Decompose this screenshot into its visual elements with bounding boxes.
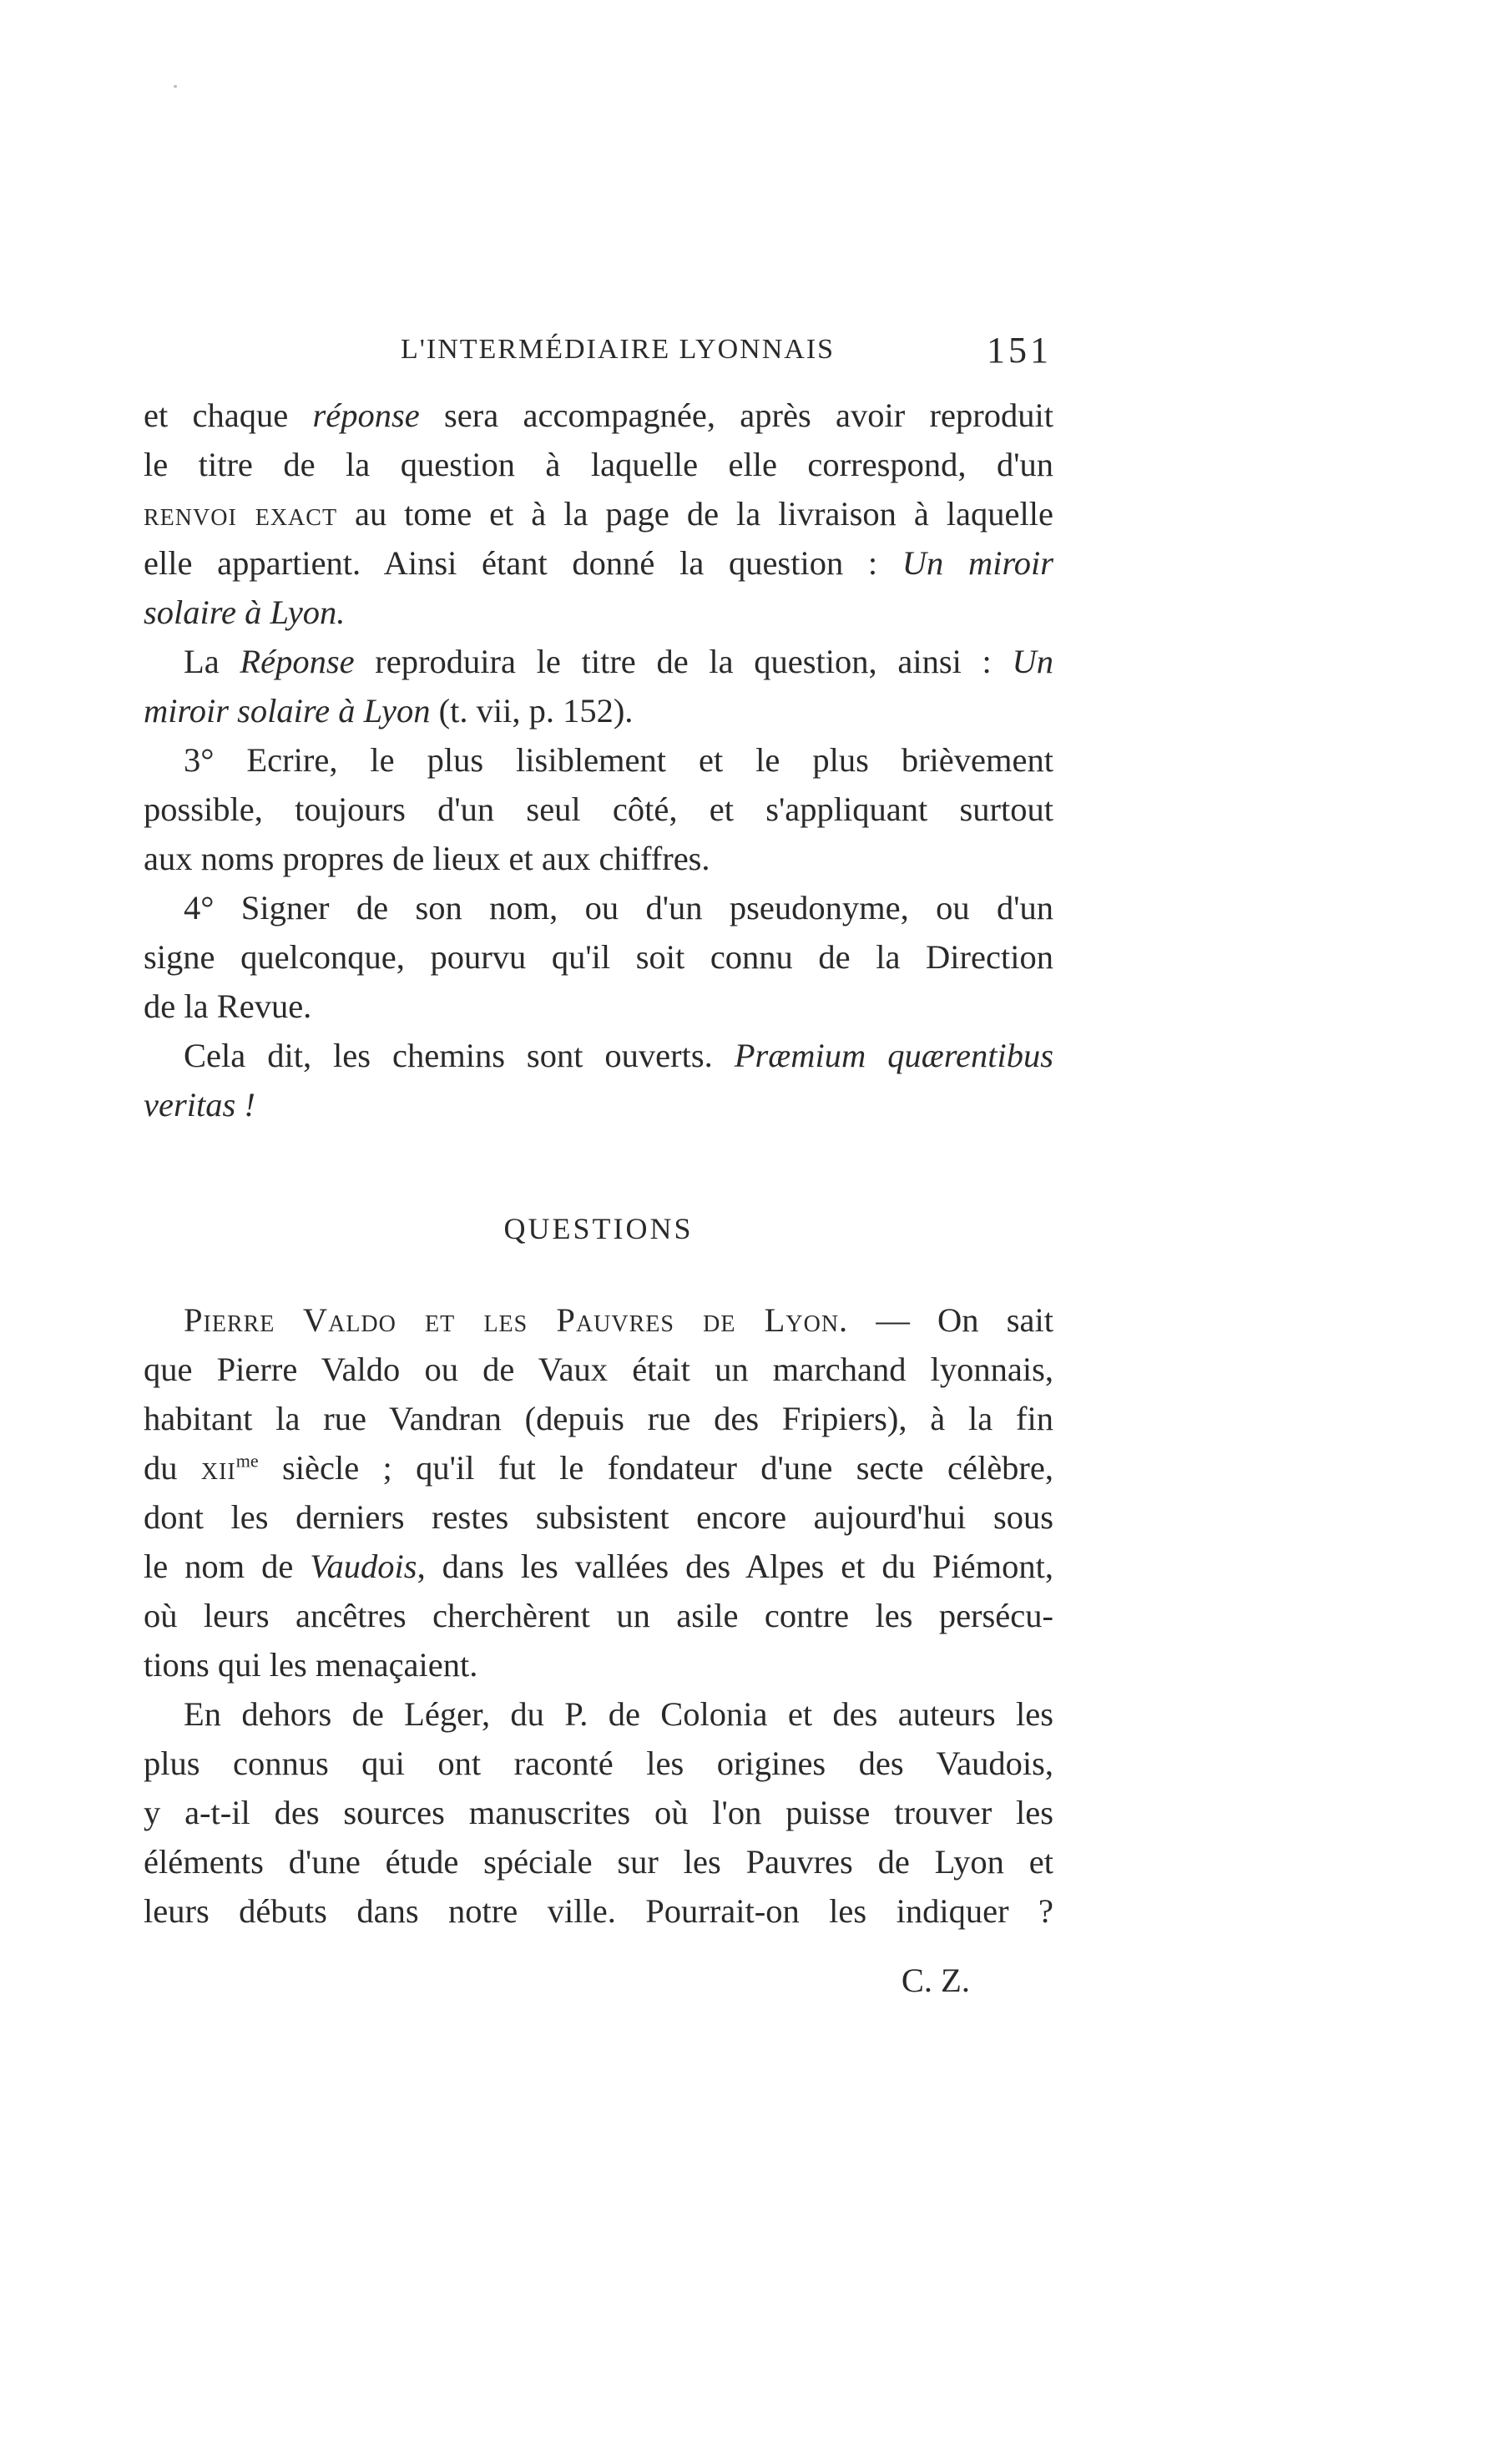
text-line: et chaque réponse sera accompagnée, après avoir reproduit bbox=[144, 396, 1053, 434]
spacer bbox=[144, 1254, 1053, 1295]
text-line: y a-t-il des sources manuscrites où l'on puisse trouver les bbox=[144, 1794, 1053, 1831]
text-line: Cela dit, les chemins sont ouverts. Præmium quærentibus bbox=[184, 1037, 1053, 1074]
text-line: tions qui les menaçaient. bbox=[144, 1646, 478, 1684]
page-number: 151 bbox=[987, 330, 1052, 371]
page-header bbox=[142, 330, 1052, 384]
page-body bbox=[144, 391, 1053, 2005]
text-line: En dehors de Léger, du P. de Colonia et des auteurs les bbox=[184, 1695, 1053, 1733]
section-heading: QUESTIONS bbox=[503, 1212, 694, 1245]
text-line: de la Revue. bbox=[144, 987, 312, 1025]
text-line: solaire à Lyon. bbox=[144, 593, 346, 631]
text-line: éléments d'une étude spéciale sur les Pauvres de Lyon et bbox=[144, 1843, 1053, 1881]
text-line: plus connus qui ont raconté les origines des Vaudois, bbox=[144, 1744, 1053, 1782]
text-line: renvoi exact au tome et à la page de la livraison à laquelle bbox=[144, 495, 1053, 533]
text-line: 3° Ecrire, le plus lisiblement et le plus brièvement bbox=[184, 741, 1053, 779]
text-line: miroir solaire à Lyon (t. vii, p. 152). bbox=[144, 692, 634, 730]
text-line: signe quelconque, pourvu qu'il soit connu de la Direction bbox=[144, 938, 1053, 976]
paper-speck bbox=[174, 85, 177, 88]
text-line: aux noms propres de lieux et aux chiffres. bbox=[144, 840, 710, 877]
text-line: elle appartient. Ainsi étant donné la question : Un miroir bbox=[144, 544, 1053, 582]
text-line: habitant la rue Vandran (depuis rue des Fripiers), à la fin bbox=[144, 1400, 1053, 1437]
text-line: 4° Signer de son nom, ou d'un pseudonyme, ou d'un bbox=[184, 889, 1053, 927]
text-line: le nom de Vaudois, dans les vallées des Alpes et du Piémont, bbox=[144, 1548, 1053, 1585]
text-line: où leurs ancêtres cherchèrent un asile contre les persécu- bbox=[144, 1597, 1053, 1634]
spacer bbox=[144, 1936, 1053, 1956]
text-line: Pierre Valdo et les Pauvres de Lyon. — On sait bbox=[184, 1301, 1053, 1339]
text-line: veritas ! bbox=[144, 1086, 255, 1123]
question-title: Pierre Valdo et les Pauvres de Lyon. bbox=[184, 1301, 849, 1339]
text-line: du xii$^{me}$ siècle ; qu'il fut le fondateur d'une secte célèbre, bbox=[144, 1449, 1054, 1487]
signature: C. Z. bbox=[901, 1962, 970, 1999]
text-line: dont les derniers restes subsistent encore aujourd'hui sous bbox=[144, 1498, 1053, 1536]
text-line: La Réponse reproduira le titre de la question, ainsi : Un bbox=[184, 643, 1053, 680]
text-line: leurs débuts dans notre ville. Pourrait-on les indiquer ? bbox=[144, 1892, 1053, 1930]
text-line: que Pierre Valdo ou de Vaux était un marchand lyonnais, bbox=[144, 1351, 1053, 1388]
spacer bbox=[144, 1129, 1053, 1204]
text-line: le titre de la question à laquelle elle correspond, d'un bbox=[144, 446, 1053, 483]
text-line: possible, toujours d'un seul côté, et s'appliquant surtout bbox=[144, 790, 1053, 828]
running-head: L'INTERMÉDIAIRE LYONNAIS bbox=[401, 334, 836, 365]
